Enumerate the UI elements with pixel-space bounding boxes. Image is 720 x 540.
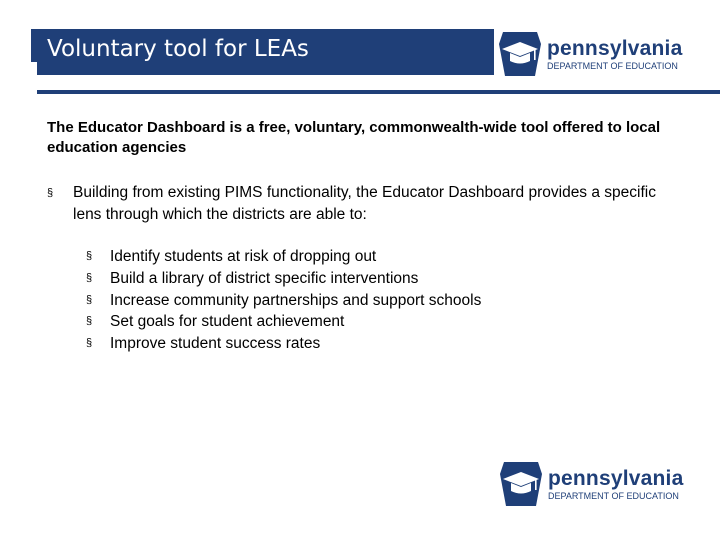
bullet-marker: § (86, 250, 93, 262)
bullet-marker: § (86, 315, 93, 328)
logo-name: pennsylvania (548, 466, 684, 490)
list-item-text: Identify students at risk of dropping out (110, 248, 377, 265)
logo-department: DEPARTMENT OF EDUCATION (548, 490, 679, 501)
list-item-text: Improve student success rates (110, 335, 321, 353)
main-bullet (47, 182, 687, 226)
pde-logo-top (497, 29, 687, 79)
list-item (86, 268, 686, 290)
logo-name: pennsylvania (547, 36, 683, 60)
main-bullet-text: Building from existing PIMS functionality, the Educator Dashboard provides a specific lens through which the districts are able to: (73, 184, 656, 223)
intro-text: The Educator Dashboard is a free, voluntary, commonwealth-wide tool offered to local education agencies (47, 119, 661, 156)
logo-department: DEPARTMENT OF EDUCATION (547, 60, 678, 71)
list-item-text: Set goals for student achievement (110, 313, 345, 331)
list-item-text: Build a library of district specific interventions (110, 269, 419, 287)
list-item-text: Increase community partnerships and support schools (110, 291, 482, 309)
bullet-marker: § (86, 271, 93, 284)
bullet-marker: § (86, 293, 93, 306)
list-item (86, 311, 686, 333)
list-item (86, 246, 686, 268)
keystone-graduation-cap-icon (498, 460, 544, 508)
sub-bullet-list (86, 246, 686, 355)
bullet-marker: § (47, 187, 54, 199)
list-item (86, 290, 686, 312)
page-title: Voluntary tool for LEAs (47, 36, 309, 62)
header-divider (37, 90, 720, 94)
list-item (86, 333, 686, 355)
pde-logo-bottom (498, 460, 688, 508)
bullet-marker: § (86, 337, 93, 350)
keystone-graduation-cap-icon (497, 30, 543, 78)
